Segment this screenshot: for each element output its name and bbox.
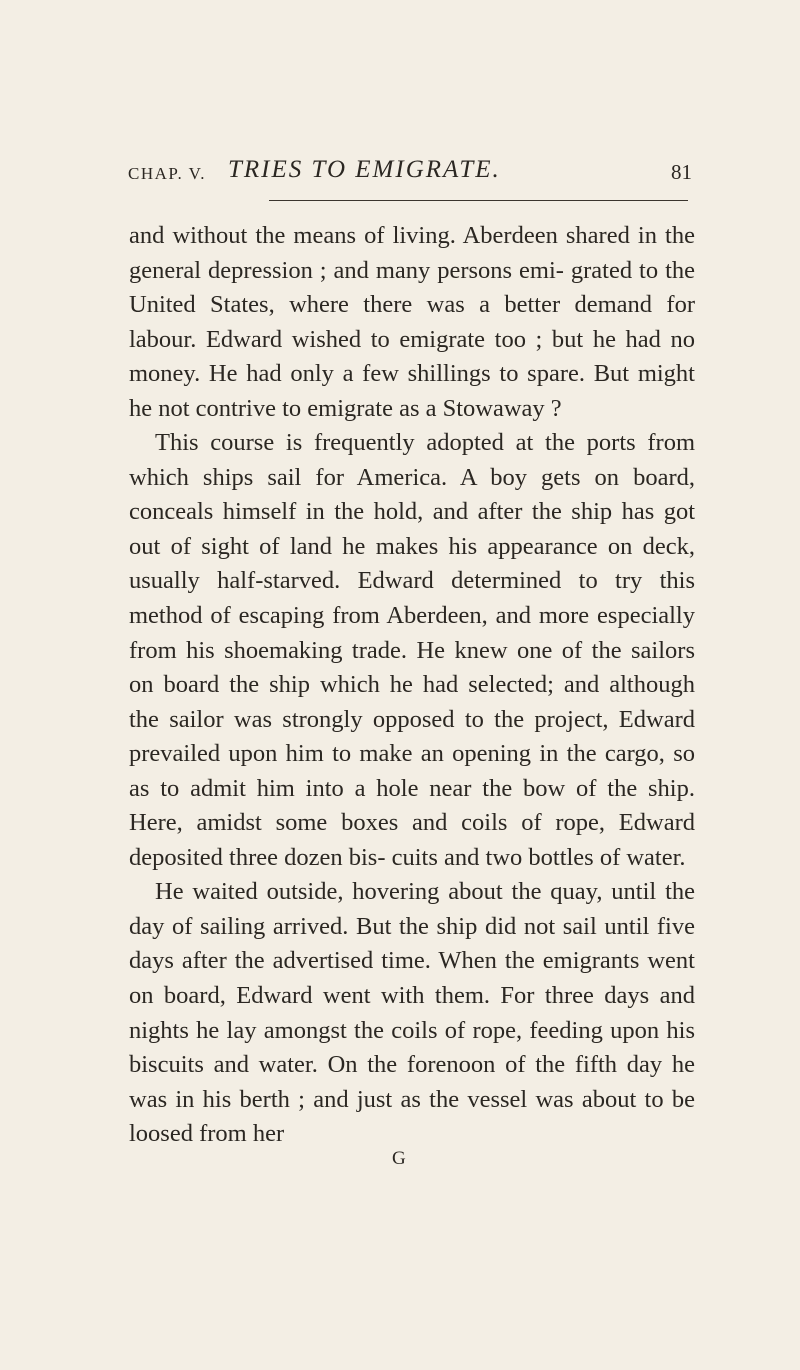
paragraph-3: He waited outside, hovering about the quay, until the day of sailing arrived. But the ship did not sail until five days after the advertised time. When the emigrants went on board, Edward went with them. For three days and nights he lay amongst the coils of rope, feeding upon his biscuits and water. On the forenoon of the fifth day he was in his berth ; and just as the vessel was about to be loosed from her (129, 878, 695, 1148)
chapter-label: CHAP. V. (128, 164, 206, 183)
running-head (128, 156, 692, 192)
header-rule (269, 200, 688, 201)
body-text (129, 219, 695, 1152)
running-title: TRIES TO EMIGRATE. (228, 156, 501, 183)
page-number: 81 (671, 160, 692, 184)
paragraph-2: This course is frequently adopted at the ports from which ships sail for America. A boy gets on board, conceals himself in the hold, and after the ship has got out of sight of land he makes his appearance on deck, usually half-starved. Edward determined to try this method of escaping from Aberdeen, and more especially from his shoemaking trade. He knew one of the sailors on board the ship which he had selected; and although the sailor was strongly opposed to the project, Edward prevailed upon him to make an opening in the cargo, so as to admit him into a hole near the bow of the ship. Here, amidst some boxes and coils of rope, Edward deposited three dozen bis- cuits and two bottles of water. (129, 429, 695, 871)
paragraph-1: and without the means of living. Aberdeen shared in the general depression ; and many persons emi- grated to the United States, where there was a better demand for labour. Edward wished to emigrate too ; but he had no money. He had only a few shillings to spare. But might he not contrive to emigrate as a Stowaway ? (129, 222, 695, 422)
signature-mark: G (392, 1148, 407, 1169)
